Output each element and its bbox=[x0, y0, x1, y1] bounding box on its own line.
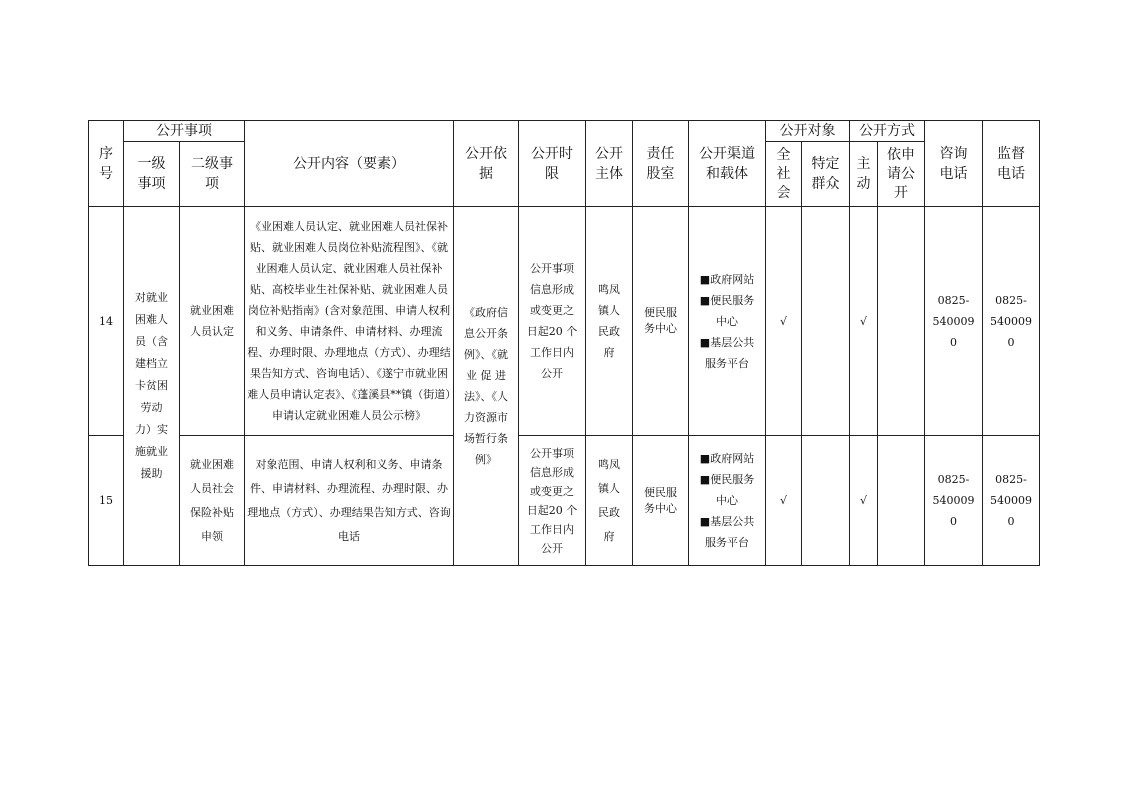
header-target-all: 全 社 会 bbox=[766, 142, 802, 207]
channel-line: ■政府网站 bbox=[699, 272, 755, 286]
consult-phone: 0825- 540009 0 bbox=[925, 207, 983, 436]
target-all-check: √ bbox=[766, 207, 802, 436]
header-target-specific: 特定 群众 bbox=[802, 142, 850, 207]
level2-item: 就业困难 人员社会 保险补贴 申领 bbox=[180, 436, 245, 566]
header-mode: 公开方式 bbox=[850, 121, 925, 142]
header-public-items: 公开事项 bbox=[124, 121, 245, 142]
content-elements: 对象范围、申请人权利和义务、申请条件、申请材料、办理流程、办理时限、办理地点（方式）、办理结果告知方式、咨询电话 bbox=[245, 436, 454, 566]
channel-line: ■基层公共 bbox=[699, 515, 755, 528]
channel-line: ■便民服务 bbox=[699, 473, 755, 486]
mode-request-check bbox=[878, 207, 925, 436]
responsible-office: 便民服 务中心 bbox=[633, 436, 689, 566]
header-basis: 公开依 据 bbox=[454, 121, 519, 207]
table-row bbox=[89, 207, 1040, 436]
disclosure-table bbox=[88, 120, 1040, 566]
header-target: 公开对象 bbox=[766, 121, 850, 142]
channel-line: 服务平台 bbox=[705, 356, 749, 370]
supervise-phone: 0825- 540009 0 bbox=[983, 436, 1040, 566]
mode-active-check: √ bbox=[850, 207, 878, 436]
disclosure-subject: 鸣凤 镇人 民政 府 bbox=[586, 207, 633, 436]
target-all-check: √ bbox=[766, 436, 802, 566]
mode-active-check: √ bbox=[850, 436, 878, 566]
responsible-office: 便民服 务中心 bbox=[633, 207, 689, 436]
table-row bbox=[89, 436, 1040, 566]
consult-phone: 0825- 540009 0 bbox=[925, 436, 983, 566]
time-limit: 公开事项 信息形成 或变更之 日起20 个 工作日内 公开 bbox=[519, 436, 586, 566]
supervise-phone: 0825- 540009 0 bbox=[983, 207, 1040, 436]
header-level1: 一级 事项 bbox=[124, 142, 180, 207]
time-limit: 公开事项 信息形成 或变更之 日起20 个 工作日内 公开 bbox=[519, 207, 586, 436]
disclosure-basis: 《政府信 息公开条 例》、《就 业 促 进 法》、《人 力资源市 场暂行条 例》 bbox=[454, 207, 519, 566]
header-content: 公开内容（要素） bbox=[245, 121, 454, 207]
level1-item: 对就业 困难人 员（含 建档立 卡贫困 劳动 力）实 施就业 援助 bbox=[124, 207, 180, 566]
channel-line: 中心 bbox=[716, 494, 738, 507]
disclosure-subject: 鸣凤 镇人 民政 府 bbox=[586, 436, 633, 566]
target-specific-check bbox=[802, 436, 850, 566]
content-elements: 《业困难人员认定、就业困难人员社保补贴、就业困难人员岗位补贴流程图》、《就业困难人员认定、就业困难人员社保补贴、高校毕业生社保补贴、就业困难人员岗位补贴指南》(含对象范围、申请人权利和义务、申请条件、申请材料、办理流程、办理时限、办理地点（方式）、办理结果告知方式、咨询电话）、《遂宁市就业困难人员申请认定表》、《蓬溪县**镇（街道）申请认定就业困难人员公示榜》 bbox=[245, 207, 454, 436]
target-specific-check bbox=[802, 207, 850, 436]
header-consult-phone: 咨询 电话 bbox=[925, 121, 983, 207]
header-mode-request: 依申 请公 开 bbox=[878, 142, 925, 207]
header-channel: 公开渠道 和载体 bbox=[689, 121, 766, 207]
header-supervise-phone: 监督 电话 bbox=[983, 121, 1040, 207]
header-level2: 二级事 项 bbox=[180, 142, 245, 207]
channel-line: ■基层公共 bbox=[699, 335, 755, 349]
row-seq: 14 bbox=[89, 207, 124, 436]
disclosure-channel bbox=[689, 207, 766, 436]
header-time-limit: 公开时 限 bbox=[519, 121, 586, 207]
row-seq: 15 bbox=[89, 436, 124, 566]
channel-line: ■政府网站 bbox=[699, 452, 755, 465]
mode-request-check bbox=[878, 436, 925, 566]
level2-item: 就业困难 人员认定 bbox=[180, 207, 245, 436]
header-mode-active: 主 动 bbox=[850, 142, 878, 207]
channel-line: 服务平台 bbox=[705, 536, 749, 549]
channel-line: 中心 bbox=[716, 314, 738, 328]
header-seq: 序 号 bbox=[89, 121, 124, 207]
header-subject: 公开 主体 bbox=[586, 121, 633, 207]
channel-line: ■便民服务 bbox=[699, 293, 755, 307]
header-responsible: 责任 股室 bbox=[633, 121, 689, 207]
disclosure-channel bbox=[689, 436, 766, 566]
